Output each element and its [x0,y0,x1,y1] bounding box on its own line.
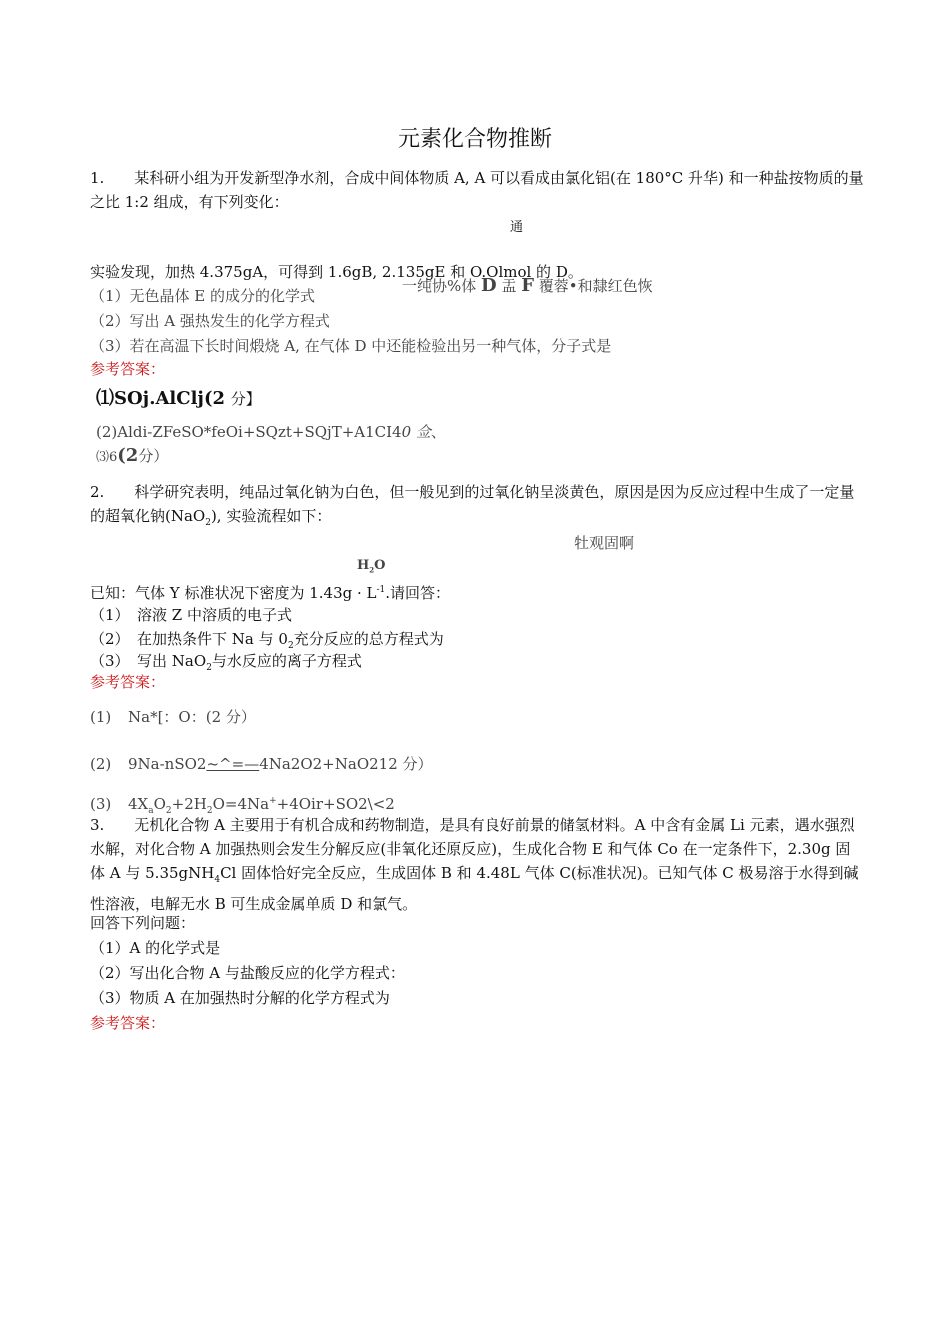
q2-known-b: .请回答： [385,584,451,602]
q2-ans3-c: +2H [171,795,207,813]
q2-ans3-sup: + [269,796,277,806]
q1-ans2-italic: 0 佥 [401,423,431,441]
q1-sub1: （1）无色晶体 E 的成分的化学式 [90,287,316,305]
q1-answer-label: 参考答案： [90,360,166,378]
q3-para-text: 3. 无机化合物 A 主要用于有机合成和药物制造，是具有良好前景的储氢材料。A 中含有金属 Li 元素，遇水强烈水解，对化合物 A 加强热则会发生分解反应(非氧化还原反应)，生成化合物 E 和气体 Co 在一定条件下，2.30g 固体 A 与 5.35gNH [90,816,855,882]
q2-sub1: （1） 溶液 Z 中溶质的电子式 [90,606,293,624]
q1-answer-1 [96,384,261,410]
q1-ans3-mid: (2 [117,445,139,466]
q2-paragraph [90,480,865,535]
q2-known [90,580,450,603]
q2-ans3-s3: 2 [206,806,213,816]
q1-ans3-prefix: ⑶6 [96,450,118,465]
q2-h2o-h: H [357,558,370,573]
q2-answer-2 [90,754,433,774]
q2-answer-1 [90,707,256,727]
q2-ans1-text: Na*[：O：(2 分） [128,708,256,726]
q2-ans3-s1: a [148,806,154,816]
q3-sub3: （3）物质 A 在加强热时分解的化学方程式为 [90,989,390,1007]
q2-sub2-a: （2） 在加热条件下 Na 与 0 [90,630,288,648]
q2-ans3-d: O=4Na [212,795,270,813]
q2-ans3-e: +4Oir+SO2\<2 [276,795,395,813]
q1-sub2: （2）写出 A 强热发生的化学方程式 [90,312,330,330]
q3-intro: 回答下列问题： [90,914,196,932]
q2-ans1-num: (1) [90,708,112,726]
q2-sub3-a: （3） 写出 NaO [90,652,207,670]
q1-answer-2 [96,422,446,442]
q3-paragraph [90,813,865,916]
q1-garbled-b: 盂 [501,277,517,295]
q2-ans3-s2: 2 [165,806,172,816]
q1-garbled-c: 覆蓉•和隸红色恢 [538,277,653,295]
q2-ans3-num: (3) [90,795,112,813]
q2-para-end: ), 实验流程如下： [210,507,332,525]
page-title: 元素化合物推断 [397,127,552,152]
q1-ans1-suffix: 分】 [230,390,261,408]
q1-ans3-suffix: 分） [138,447,169,465]
q2-para-sub: 2 [205,518,211,528]
q2-h2o-o: O [374,558,386,573]
q2-answer-label: 参考答案： [90,673,166,691]
q1-garbled-d: D [481,275,497,296]
q1-diagram-garbled [402,276,653,296]
q1-diagram-label: 通 [510,220,524,235]
q3-para-sub: 4 [214,875,221,885]
q1-ans1-prefix: ⑴SOj.AlClj(2 [96,388,225,409]
q3-answer-label: 参考答案： [90,1014,166,1032]
q2-diagram-text: 牡观固啊 [574,534,635,552]
q2-known-sup: -1 [376,585,386,595]
q2-ans3-b: O [153,795,166,813]
q1-ans2-formula: (2)Aldi-ZFeSO*feOi+SQzt+SQjT+A1CI4 [96,423,402,441]
q1-paragraph: 1. 某科研小组为开发新型净水剂，合成中间体物质 A, A 可以看成由氯化铝(在 180°C 升华) 和一种盐按物质的量之比 1:2 组成，有下列变化： [90,169,864,211]
q1-ans2-end: 、 [430,423,446,441]
q2-known-a: 已知：气体 Y 标准状况下密度为 1.43g · L [90,584,377,602]
q2-diagram-h2o [357,558,386,575]
q2-h2o-sub: 2 [369,565,375,575]
q2-ans2-a: 9Na-nSO2 [128,755,207,773]
q1-answer-3 [96,446,168,468]
q2-ans2-num: (2) [90,755,112,773]
q2-sub2-sub: 2 [287,641,294,651]
q3-sub1: （1）A 的化学式是 [90,939,221,957]
q1-garbled-a: 一纯协%体 [402,277,477,295]
q3-para-end: Cl 固体恰好完全反应，生成固体 B 和 4.48L 气体 C(标准状况)。已知气体 C 极易溶于水得到碱性溶液，电解无水 B 可生成金属单质 D 和氯气。 [90,864,859,913]
q2-sub3-b: 与水反应的离子方程式 [211,652,362,670]
q2-sub2-b: 充分反应的总方程式为 [293,630,444,648]
q2-ans2-b: 4Na2O2+NaO212 分） [259,755,433,773]
q2-ans2-arrow: ~^=— [206,755,260,773]
q1-sub3: （3）若在高温下长时间煅烧 A, 在气体 D 中还能检验出另一种气体，分子式是 [90,337,612,355]
q2-para-text: 2. 科学研究表明，纯品过氧化钠为白色，但一般见到的过氧化钠呈淡黄色，原因是因为反应过程中生成了一定量的超氧化钠(NaO [90,483,855,525]
q1-garbled-f: F [521,275,535,296]
q2-ans3-a: 4X [128,795,149,813]
q2-sub3-sub: 2 [206,663,212,673]
q3-sub2: （2）写出化合物 A 与盐酸反应的化学方程式： [90,964,405,982]
q1-experiment: 实验发现，加热 4.375gA，可得到 1.6gB, 2.135gE 和 O.Olmol 的 D。 [90,263,583,281]
